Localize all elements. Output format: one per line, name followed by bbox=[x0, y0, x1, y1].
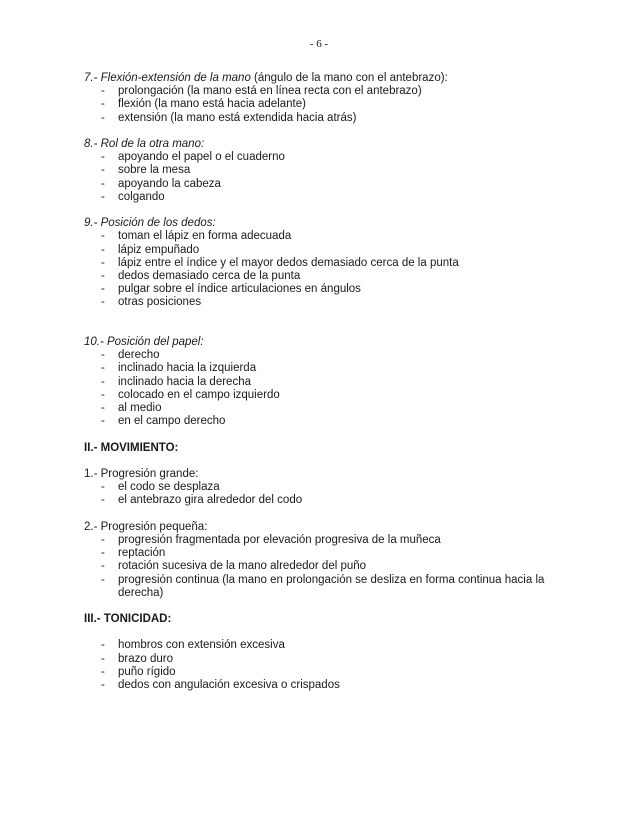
section-9-title: 9.- Posición de los dedos: bbox=[84, 217, 216, 230]
dash: - bbox=[101, 98, 105, 111]
list-item bbox=[84, 415, 564, 428]
list-item bbox=[84, 574, 564, 600]
list-item-text: colocado en el campo izquierdo bbox=[118, 388, 280, 401]
list-item-text: progresión fragmentada por elevación progresiva de la muñeca bbox=[118, 533, 441, 546]
dash: - bbox=[101, 401, 105, 414]
dash: - bbox=[101, 533, 105, 546]
dash: - bbox=[101, 652, 105, 665]
list-item-text: toman el lápiz en forma adecuada bbox=[118, 230, 292, 243]
document-body bbox=[84, 72, 564, 692]
dash: - bbox=[101, 362, 105, 375]
list-item-text: apoyando la cabeza bbox=[118, 177, 221, 190]
tonicidad-heading bbox=[84, 613, 564, 626]
list-item-text: flexión (la mano está hacia adelante) bbox=[118, 98, 306, 111]
section-10-title: 10.- Posición del papel: bbox=[84, 335, 204, 348]
dash: - bbox=[101, 283, 105, 296]
list-item-text: otras posiciones bbox=[118, 296, 202, 309]
section-9-list bbox=[84, 230, 564, 309]
list-item bbox=[84, 376, 564, 389]
tonicidad-title: III.- TONICIDAD: bbox=[84, 613, 172, 626]
dash: - bbox=[101, 573, 105, 586]
list-item-text: lápiz entre el índice y el mayor dedos demasiado cerca de la punta bbox=[118, 256, 459, 269]
list-item-text: derecho bbox=[118, 349, 160, 362]
list-item-text: sobre la mesa bbox=[118, 164, 191, 177]
section-9-heading bbox=[84, 217, 564, 230]
list-item bbox=[84, 257, 564, 270]
list-item-text: al medio bbox=[118, 401, 162, 414]
list-item bbox=[84, 679, 564, 692]
dash: - bbox=[101, 111, 105, 124]
list-item bbox=[84, 178, 564, 191]
list-item-text: el antebrazo gira alrededor del codo bbox=[118, 494, 303, 507]
list-item bbox=[84, 560, 564, 573]
list-item-text: lápiz empuñado bbox=[118, 243, 200, 256]
dash: - bbox=[101, 388, 105, 401]
dash: - bbox=[101, 481, 105, 494]
list-item-text: inclinado hacia la izquierda bbox=[118, 362, 257, 375]
section-8-heading bbox=[84, 138, 564, 151]
section-10-list bbox=[84, 349, 564, 428]
section-8-list bbox=[84, 151, 564, 204]
list-item-text: dedos demasiado cerca de la punta bbox=[118, 269, 301, 282]
dash: - bbox=[101, 375, 105, 388]
dash: - bbox=[101, 349, 105, 362]
section-10-heading bbox=[84, 336, 564, 349]
list-item bbox=[84, 151, 564, 164]
dash: - bbox=[101, 560, 105, 573]
list-item-text: pulgar sobre el índice articulaciones en ángulos bbox=[118, 283, 361, 296]
list-item-text: progresión continua (la mano en prolongación se desliza en forma continua hacia la derecha) bbox=[118, 573, 545, 599]
tonicidad-list bbox=[84, 639, 564, 692]
dash: - bbox=[101, 151, 105, 164]
list-item bbox=[84, 98, 564, 111]
list-item-text: brazo duro bbox=[118, 652, 173, 665]
progresion-grande-title: 1.- Progresión grande: bbox=[84, 467, 199, 480]
dash: - bbox=[101, 190, 105, 203]
list-item-text: dedos con angulación excesiva o crispados bbox=[118, 679, 340, 692]
list-item bbox=[84, 85, 564, 98]
progresion-grande-list bbox=[84, 481, 564, 507]
list-item bbox=[84, 112, 564, 125]
list-item bbox=[84, 666, 564, 679]
list-item-text: prolongación (la mano está en línea recta con el antebrazo) bbox=[118, 85, 422, 98]
section-7-list bbox=[84, 85, 564, 125]
dash: - bbox=[101, 230, 105, 243]
section-7-heading bbox=[84, 72, 564, 85]
dash: - bbox=[101, 296, 105, 309]
list-item bbox=[84, 230, 564, 243]
list-item-text: extensión (la mano está extendida hacia atrás) bbox=[118, 111, 357, 124]
list-item bbox=[84, 402, 564, 415]
list-item bbox=[84, 270, 564, 283]
list-item bbox=[84, 481, 564, 494]
dash: - bbox=[101, 85, 105, 98]
list-item bbox=[84, 349, 564, 362]
list-item-text: hombros con extensión excesiva bbox=[118, 639, 285, 652]
dash: - bbox=[101, 256, 105, 269]
dash: - bbox=[101, 665, 105, 678]
dash: - bbox=[101, 639, 105, 652]
dash: - bbox=[101, 164, 105, 177]
list-item-text: rotación sucesiva de la mano alrededor del puño bbox=[118, 560, 367, 573]
progresion-pequena-list bbox=[84, 534, 564, 600]
progresion-pequena-heading bbox=[84, 521, 564, 534]
dash: - bbox=[101, 547, 105, 560]
list-item bbox=[84, 389, 564, 402]
dash: - bbox=[101, 243, 105, 256]
list-item-text: colgando bbox=[118, 190, 165, 203]
dash: - bbox=[101, 269, 105, 282]
movimiento-heading bbox=[84, 442, 564, 455]
list-item-text: el codo se desplaza bbox=[118, 481, 220, 494]
list-item bbox=[84, 494, 564, 507]
dash: - bbox=[101, 177, 105, 190]
list-item-text: reptación bbox=[118, 547, 166, 560]
dash: - bbox=[101, 494, 105, 507]
list-item bbox=[84, 283, 564, 296]
list-item bbox=[84, 534, 564, 547]
dash: - bbox=[101, 415, 105, 428]
section-7-subtitle: (ángulo de la mano con el antebrazo): bbox=[250, 72, 448, 84]
dash: - bbox=[101, 679, 105, 692]
list-item bbox=[84, 164, 564, 177]
list-item bbox=[84, 362, 564, 375]
list-item-text: apoyando el papel o el cuaderno bbox=[118, 151, 285, 164]
movimiento-title: II.- MOVIMIENTO: bbox=[84, 441, 179, 454]
list-item-text: puño rígido bbox=[118, 665, 176, 678]
progresion-pequena-title: 2.- Progresión pequeña: bbox=[84, 520, 208, 533]
list-item bbox=[84, 191, 564, 204]
section-7-title: 7.- Flexión-extensión de la mano bbox=[84, 72, 251, 84]
progresion-grande-heading bbox=[84, 468, 564, 481]
list-item-text: en el campo derecho bbox=[118, 415, 226, 428]
list-item-text: inclinado hacia la derecha bbox=[118, 375, 251, 388]
section-8-title: 8.- Rol de la otra mano: bbox=[84, 137, 205, 150]
list-item bbox=[84, 653, 564, 666]
list-item bbox=[84, 244, 564, 257]
page-number: - 6 - bbox=[309, 38, 329, 50]
list-item bbox=[84, 639, 564, 652]
list-item bbox=[84, 547, 564, 560]
list-item bbox=[84, 296, 564, 309]
